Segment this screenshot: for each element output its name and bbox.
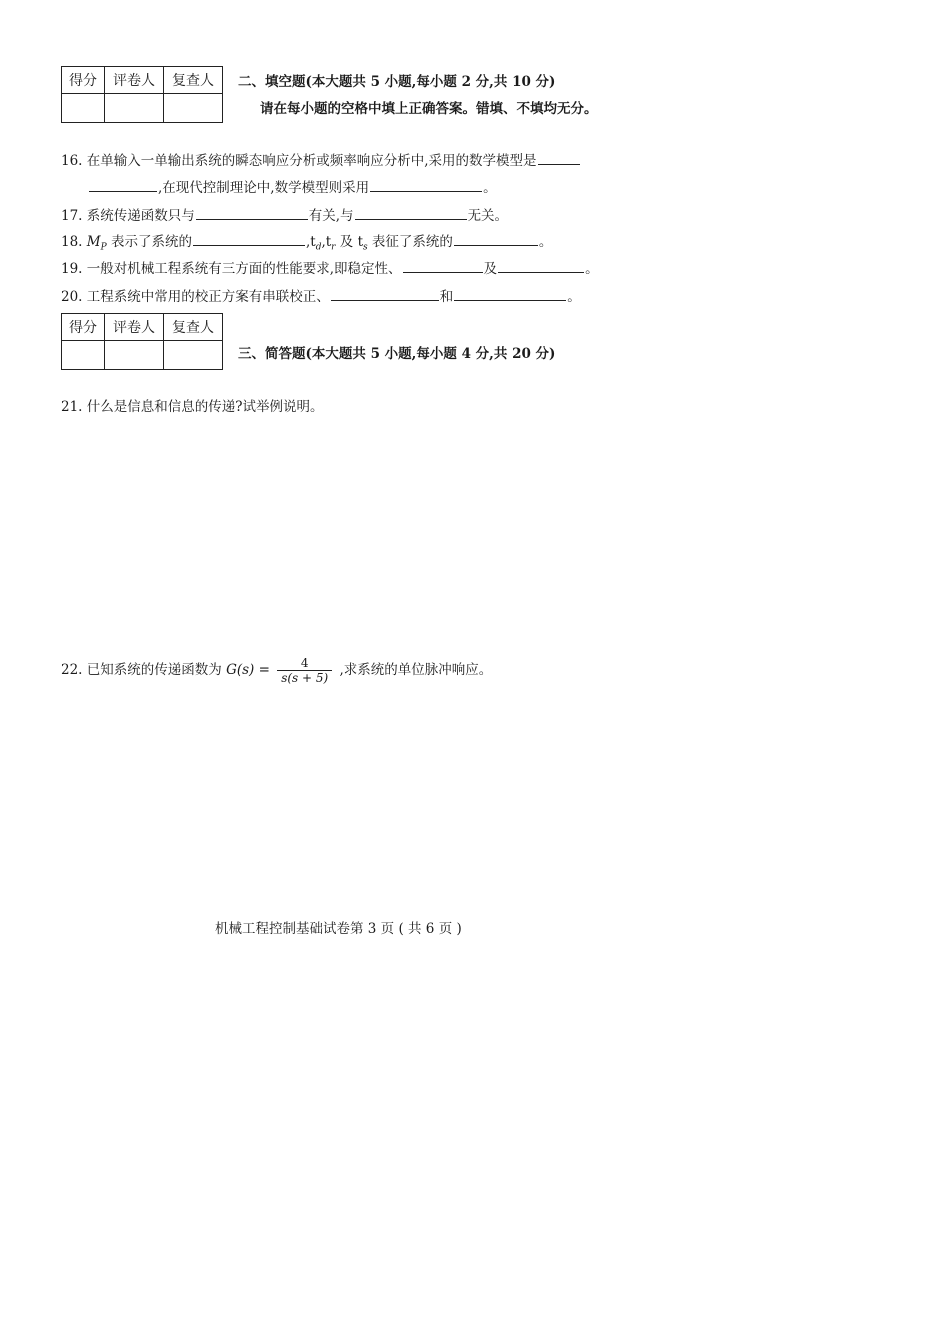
- mp-subscript: P: [100, 242, 107, 253]
- question-20-text2: 和: [439, 289, 454, 305]
- answer-blank[interactable]: [331, 286, 439, 301]
- reviewer-header: 复查人: [164, 314, 223, 341]
- grader-cell[interactable]: [105, 94, 164, 123]
- grader-header: 评卷人: [105, 314, 164, 341]
- period: 。: [585, 261, 599, 277]
- tr-subscript: r: [331, 242, 336, 253]
- score-table-1: [61, 66, 223, 123]
- reviewer-header: 复查人: [164, 67, 223, 94]
- section3-title: 三、简答题(本大题共 5 小题,每小题 4 分,共 20 分): [238, 346, 556, 362]
- transfer-function-fraction: [277, 656, 332, 685]
- question-17: [61, 205, 508, 225]
- answer-area-21[interactable]: [61, 425, 891, 645]
- question-19: [61, 258, 599, 278]
- ts-symbol: 及 t: [339, 234, 363, 250]
- answer-blank[interactable]: [370, 177, 482, 192]
- period: 。: [538, 234, 553, 250]
- answer-blank[interactable]: [498, 258, 584, 273]
- section2-title: 二、填空题(本大题共 5 小题,每小题 2 分,共 10 分): [238, 74, 556, 90]
- section2-note: 请在每小题的空格中填上正确答案。错填、不填均无分。: [260, 101, 598, 117]
- grader-header: 评卷人: [105, 67, 164, 94]
- score-cell[interactable]: [62, 94, 105, 123]
- answer-blank[interactable]: [454, 231, 538, 246]
- page-footer: 机械工程控制基础试卷第 3 页 ( 共 6 页 ): [215, 921, 462, 937]
- score-header: 得分: [62, 314, 105, 341]
- period: 。: [483, 180, 497, 196]
- question-16-line2: [88, 177, 497, 197]
- score-cell[interactable]: [62, 341, 105, 370]
- score-header: 得分: [62, 67, 105, 94]
- question-16-text: 16. 在单输入一单输出系统的瞬态响应分析或频率响应分析中,采用的数学模型是: [61, 153, 537, 169]
- question-18-text: 表示了系统的: [110, 234, 192, 250]
- answer-blank[interactable]: [89, 177, 157, 192]
- question-17-text: 17. 系统传递函数只与: [61, 208, 195, 224]
- period: 。: [567, 289, 581, 305]
- question-18-number: 18.: [61, 234, 83, 250]
- tr-symbol: ,t: [321, 234, 332, 250]
- question-21: 21. 什么是信息和信息的传递?试举例说明。: [61, 399, 324, 415]
- mp-symbol: M: [86, 234, 101, 250]
- question-20: [61, 286, 581, 306]
- fraction-denominator: s(s + 5): [277, 670, 332, 685]
- answer-blank[interactable]: [196, 205, 308, 220]
- question-19-text: 19. 一般对机械工程系统有三方面的性能要求,即稳定性、: [61, 261, 402, 277]
- score-table-2: [61, 313, 223, 370]
- fraction-numerator: 4: [300, 656, 309, 670]
- reviewer-cell[interactable]: [164, 94, 223, 123]
- answer-area-22[interactable]: [61, 695, 891, 895]
- answer-blank[interactable]: [538, 150, 580, 165]
- ts-subscript: s: [363, 242, 368, 253]
- td-symbol: ,t: [305, 234, 316, 250]
- question-18-text2: 表征了系统的: [371, 234, 453, 250]
- answer-blank[interactable]: [355, 205, 467, 220]
- question-22-text2: ,求系统的单位脉冲响应。: [339, 662, 493, 678]
- question-22: [61, 655, 492, 685]
- td-subscript: d: [315, 242, 322, 253]
- question-17-text3: 无关。: [467, 208, 509, 224]
- question-16-line1: [61, 150, 581, 170]
- answer-blank[interactable]: [403, 258, 483, 273]
- answer-blank[interactable]: [193, 231, 305, 246]
- question-22-text: 22. 已知系统的传递函数为: [61, 662, 222, 678]
- question-16-text2: ,在现代控制理论中,数学模型则采用: [158, 180, 370, 196]
- answer-blank[interactable]: [454, 286, 566, 301]
- question-18: [61, 231, 552, 257]
- reviewer-cell[interactable]: [164, 341, 223, 370]
- question-20-text: 20. 工程系统中常用的校正方案有串联校正、: [61, 289, 330, 305]
- question-19-text2: 及: [483, 261, 498, 277]
- grader-cell[interactable]: [105, 341, 164, 370]
- question-17-text2: 有关,与: [308, 208, 354, 224]
- transfer-function-label: G(s) =: [226, 662, 270, 678]
